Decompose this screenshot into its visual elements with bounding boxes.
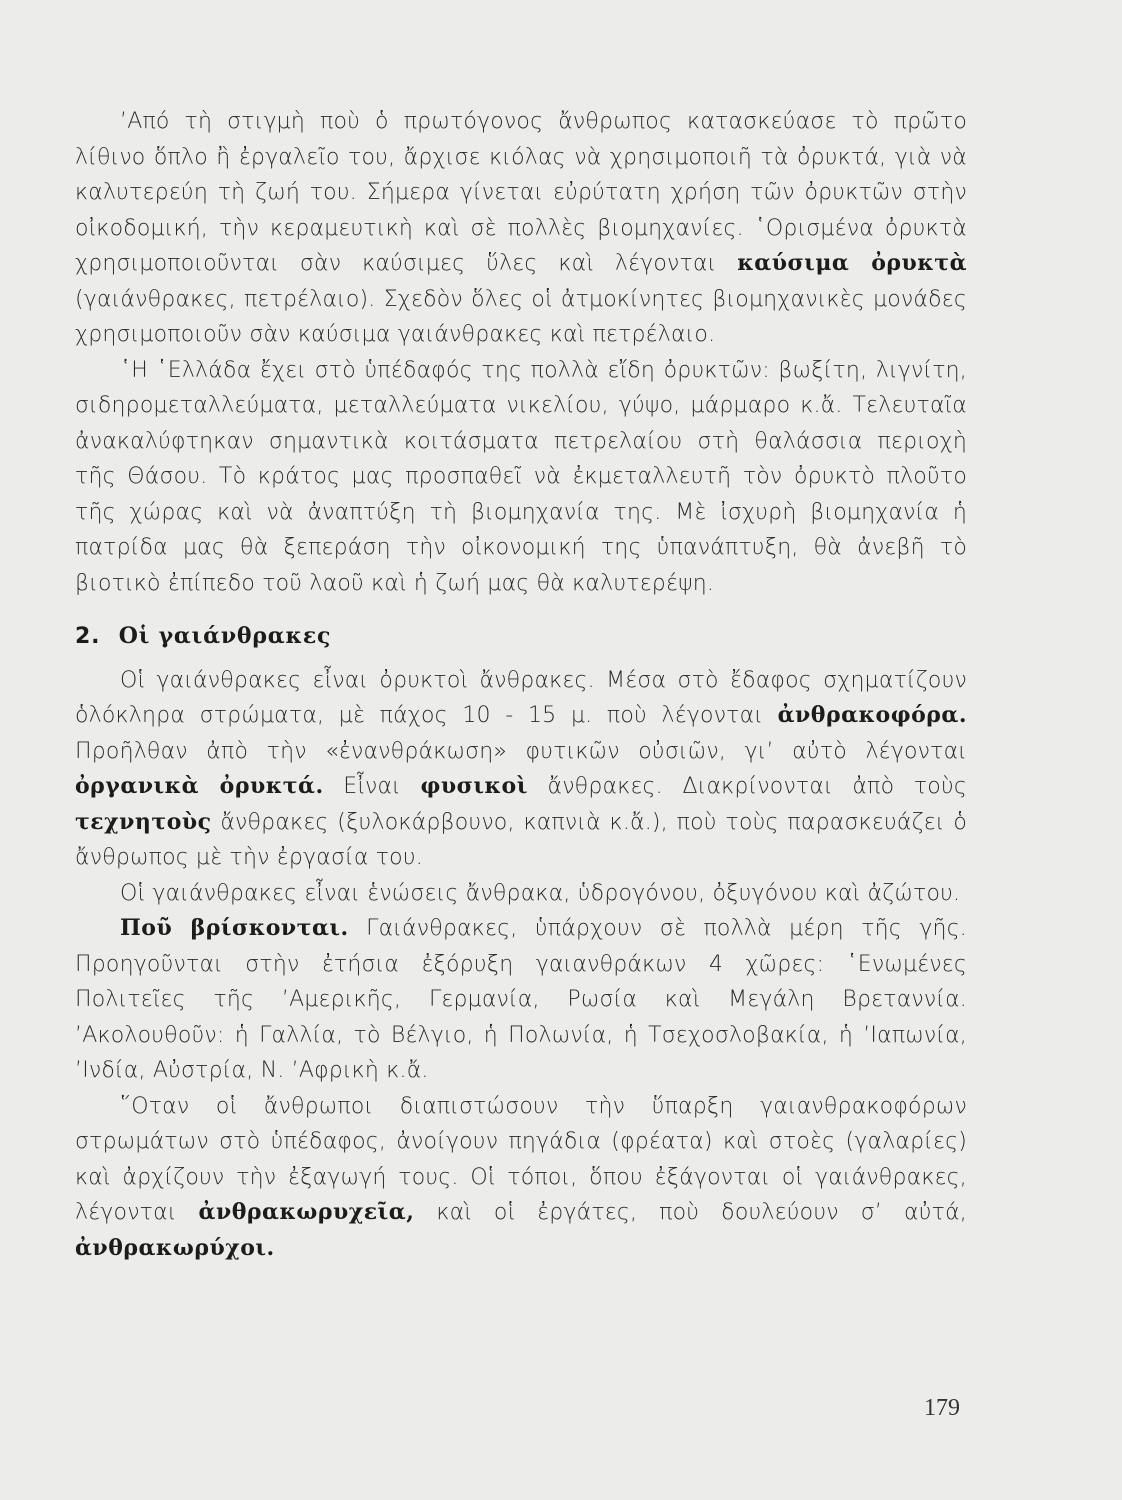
intro-paragraphs	[75, 104, 967, 601]
text-run: ἄνθρακες (ξυλοκάρβουνο, καπνιὰ κ.ἄ.), ποὺ τοὺς παρασκευάζει ὁ ἄνθρωπος μὲ τὴν ἐργασία του.	[75, 809, 967, 870]
text-run: Προῆλθαν ἀπὸ τὴν «ἐνανθράκωση» φυτικῶν οὐσιῶν, γι’ αὐτὸ λέγονται	[75, 738, 967, 764]
text-run: Εἶναι	[323, 774, 421, 799]
bold-term: φυσικοὶ	[420, 773, 528, 799]
section-paragraphs	[75, 663, 967, 1267]
text-run: (γαιάνθρακες, πετρέλαιο). Σχεδὸν ὅλες οἱ ἀτμοκίνητες βιομηχανικὲς μονάδες χρησιμοποιοῦν σὰν καύσιμα γαιάνθρακες καὶ πετρέλαιο.	[75, 286, 967, 347]
paragraph-p6	[75, 1089, 967, 1267]
page-number: 179	[924, 1395, 960, 1421]
section-title: Οἱ γαιάνθρακες	[118, 623, 332, 649]
paragraph-p3	[75, 663, 967, 876]
text-run: Οἱ γαιάνθρακες εἶναι ὀρυκτοὶ ἄνθρακες. Μέσα στὸ ἔδαφος σχηματίζουν ὁλόκληρα στρώματα, μὲ πάχος 10 - 15 μ. ποὺ λέγονται	[75, 667, 967, 728]
bold-term: ἀνθρακωρυχεῖα,	[198, 1199, 415, 1225]
bold-term: Ποῦ βρίσκονται.	[120, 915, 349, 941]
paragraph-p2	[75, 353, 967, 602]
bold-term: καύσιμα ὀρυκτὰ	[737, 250, 967, 276]
paragraph-p1	[75, 104, 967, 353]
bold-term: ἀνθρακωρύχοι.	[75, 1234, 275, 1261]
bold-term: τεχνητοὺς	[75, 808, 212, 835]
text-run: ἄνθρακες. Διακρίνονται ἀπὸ τοὺς	[527, 774, 967, 799]
text-run: ῾Η ῾Ελλάδα ἔχει στὸ ὑπέδαφός της πολλὰ εἴδη ὀρυκτῶν: βωξίτη, λιγνίτη, σιδηρομεταλλεύματα, μεταλλεύματα νικελίου, γύψο, μάρμαρο κ.ἄ. Τελευταῖα ἀνακαλύφτηκαν σημαντικὰ κοιτάσματα πετρελαίου στὴ θαλάσσια περιοχὴ τῆς Θάσου. Τὸ κράτος μας προσπαθεῖ νὰ ἐκμεταλλευτῆ τὸν ὀρυκτὸ πλοῦτο τῆς χώρας καὶ νὰ ἀναπτύξη τὴ βιομηχανία της. Μὲ ἰσχυρὴ βιομηχανία ἡ πατρίδα μας θὰ ξεπεράση τὴν οἰκονομική της ὑπανάπτυξη, θὰ ἀνεβῆ τὸ βιοτικὸ ἐπίπεδο τοῦ λαοῦ καὶ ἡ ζωή μας θὰ καλυτερέψη.	[75, 357, 967, 596]
bold-term: ἀνθρακοφόρα.	[777, 702, 967, 728]
paragraph-p5	[75, 911, 967, 1089]
text-run: Οἱ γαιάνθρακες εἶναι ἑνώσεις ἄνθρακα, ὑδρογόνου, ὀξυγόνου καὶ ἀζώτου.	[120, 880, 961, 906]
text-run: ’Από τὴ στιγμὴ ποὺ ὁ πρωτόγονος ἄνθρωπος κατασκεύασε τὸ πρῶτο λίθινο ὅπλο ἢ ἐργαλεῖο του, ἄρχισε κιόλας νὰ χρησιμοποιῆ τὰ ὀρυκτά, γιὰ νὰ καλυτερεύη τὴ ζωή του. Σήμερα γίνεται εὐρύτατη χρήση τῶν ὀρυκτῶν στὴν οἰκοδομική, τὴν κεραμευτικὴ καὶ σὲ πολλὲς βιομηχανίες. ῾Ορισμένα ὀρυκτὰ χρησιμοποιοῦνται σὰν καύσιμες ὕλες καὶ λέγονται	[75, 109, 967, 276]
paragraph-p4	[75, 876, 967, 912]
text-run: καὶ οἱ ἐργάτες, ποὺ δουλεύουν σ’ αὐτά,	[414, 1200, 967, 1225]
section-number: 2.	[75, 624, 101, 649]
section-heading	[75, 619, 967, 655]
text-run: ῞Οταν οἱ ἄνθρωποι διαπιστώσουν τὴν ὕπαρξη γαιανθρακοφόρων στρωμάτων στὸ ὑπέδαφος, ἀνοίγουν πηγάδια (φρέατα) καὶ στοὲς (γαλαρίες) καὶ ἀρχίζουν τὴν ἐξαγωγή τους. Οἱ τόποι, ὅπου ἐξάγονται οἱ γαιάνθρακες, λέγονται	[75, 1093, 967, 1225]
text-run: Γαιάνθρακες, ὑπάρχουν σὲ πολλὰ μέρη τῆς γῆς. Προηγοῦνται στὴν ἐτήσια ἐξόρυξη γαιανθράκων 4 χῶρες: ῾Ενωμένες Πολιτεῖες τῆς ’Αμερικῆς, Γερμανία, Ρωσία καὶ Μεγάλη Βρεταννία. ’Ακολουθοῦν: ἡ Γαλλία, τὸ Βέλγιο, ἡ Πολωνία, ἡ Τσεχοσλοβακία, ἡ ’Ιαπωνία, ’Ινδία, Αὐστρία, Ν. ’Αφρικὴ κ.ἄ.	[75, 916, 968, 1083]
text-column	[75, 104, 967, 1266]
bold-term: ὀργανικὰ ὀρυκτά.	[75, 773, 324, 799]
